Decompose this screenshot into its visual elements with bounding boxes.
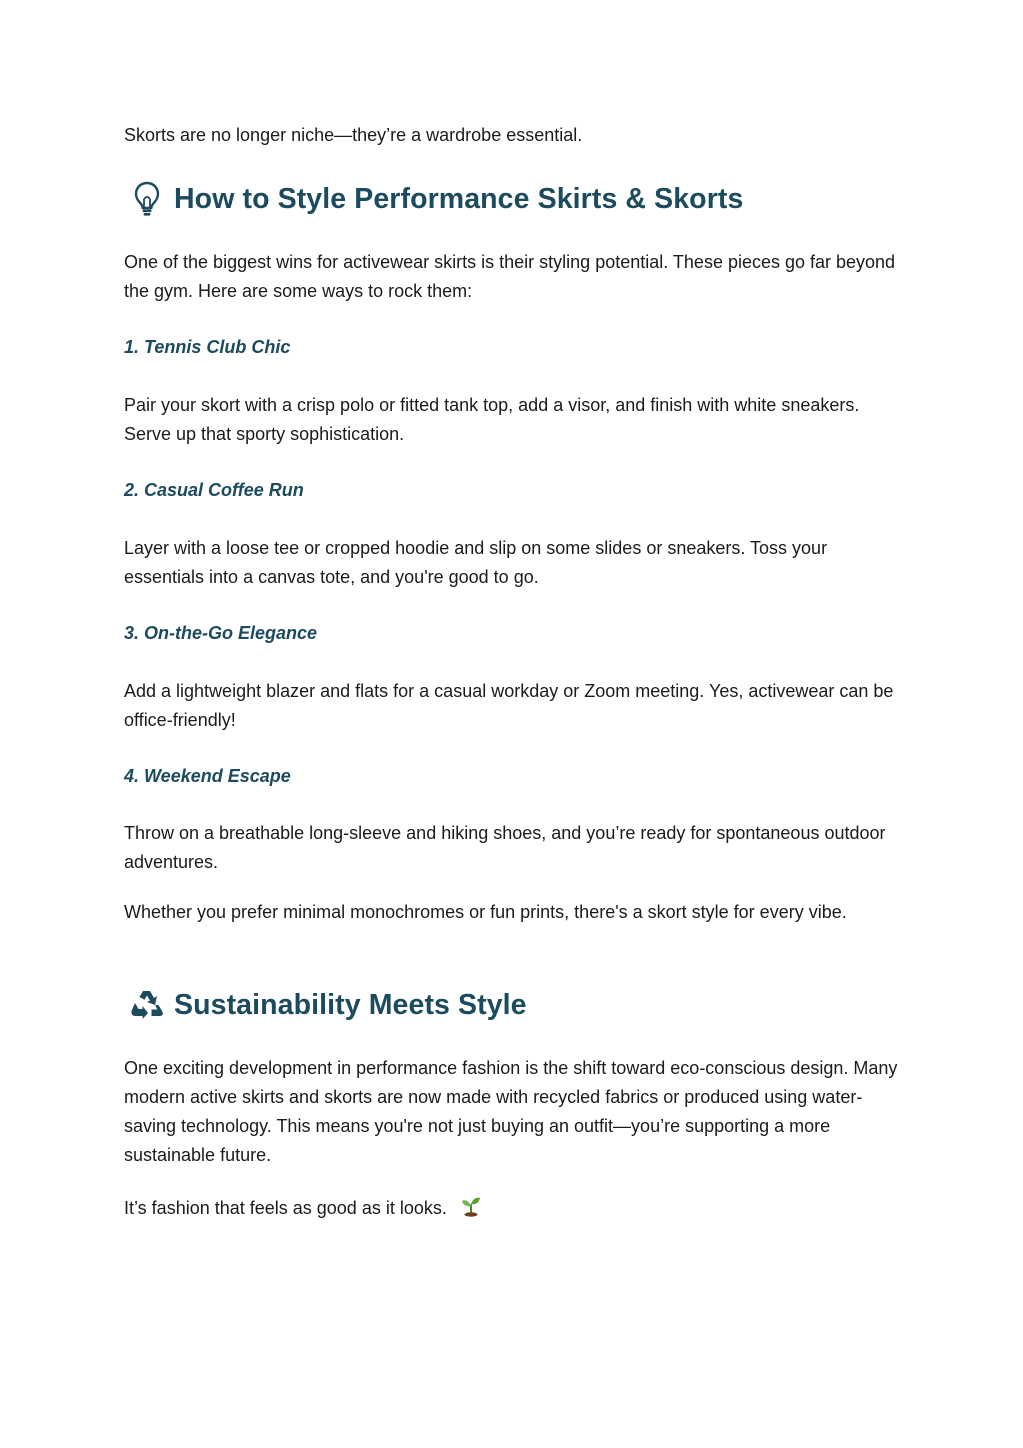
section-heading-sustainability bbox=[124, 984, 527, 1026]
look-heading: 2. Casual Coffee Run bbox=[124, 480, 304, 500]
lightbulb-icon bbox=[126, 178, 168, 220]
look-paragraph: Add a lightweight blazer and flats for a casual workday or Zoom meeting. Yes, activewear can be office-friendly! bbox=[124, 681, 894, 730]
intro-paragraph: Skorts are no longer niche—they’re a wardrobe essential. bbox=[124, 125, 583, 145]
look-heading: 4. Weekend Escape bbox=[124, 766, 291, 786]
look-paragraph: Pair your skort with a crisp polo or fitted tank top, add a visor, and finish with white sneakers. Serve up that sporty sophistication. bbox=[124, 395, 860, 444]
section-closing-paragraph: Whether you prefer minimal monochromes or fun prints, there's a skort style for every vibe. bbox=[124, 902, 847, 922]
look-paragraph: Throw on a breathable long-sleeve and hiking shoes, and you’re ready for spontaneous outdoor adventures. bbox=[124, 823, 886, 872]
closing-text: It’s fashion that feels as good as it looks. bbox=[124, 1198, 447, 1218]
seedling-icon bbox=[460, 1195, 482, 1226]
section-title: Sustainability Meets Style bbox=[174, 988, 527, 1021]
recycle-icon bbox=[126, 984, 168, 1026]
look-heading: 3. On-the-Go Elegance bbox=[124, 623, 318, 643]
section-intro-paragraph: One of the biggest wins for activewear skirts is their styling potential. These pieces go far beyond the gym. Here are some ways to rock them: bbox=[124, 252, 896, 301]
sustainability-closing-paragraph bbox=[124, 1194, 904, 1226]
section-heading-style bbox=[124, 178, 743, 220]
look-paragraph: Layer with a loose tee or cropped hoodie and slip on some slides or sneakers. Toss your essentials into a canvas tote, and you're good to go. bbox=[124, 538, 828, 587]
section-title: How to Style Performance Skirts & Skorts bbox=[174, 182, 744, 215]
look-heading: 1. Tennis Club Chic bbox=[124, 337, 291, 357]
sustainability-paragraph: One exciting development in performance fashion is the shift toward eco-conscious design. Many modern active skirts and skorts are now made with recycled fabrics or produced using water-saving technology. This means you're not just buying an outfit—you’re supporting a more sustainable future. bbox=[124, 1058, 898, 1165]
